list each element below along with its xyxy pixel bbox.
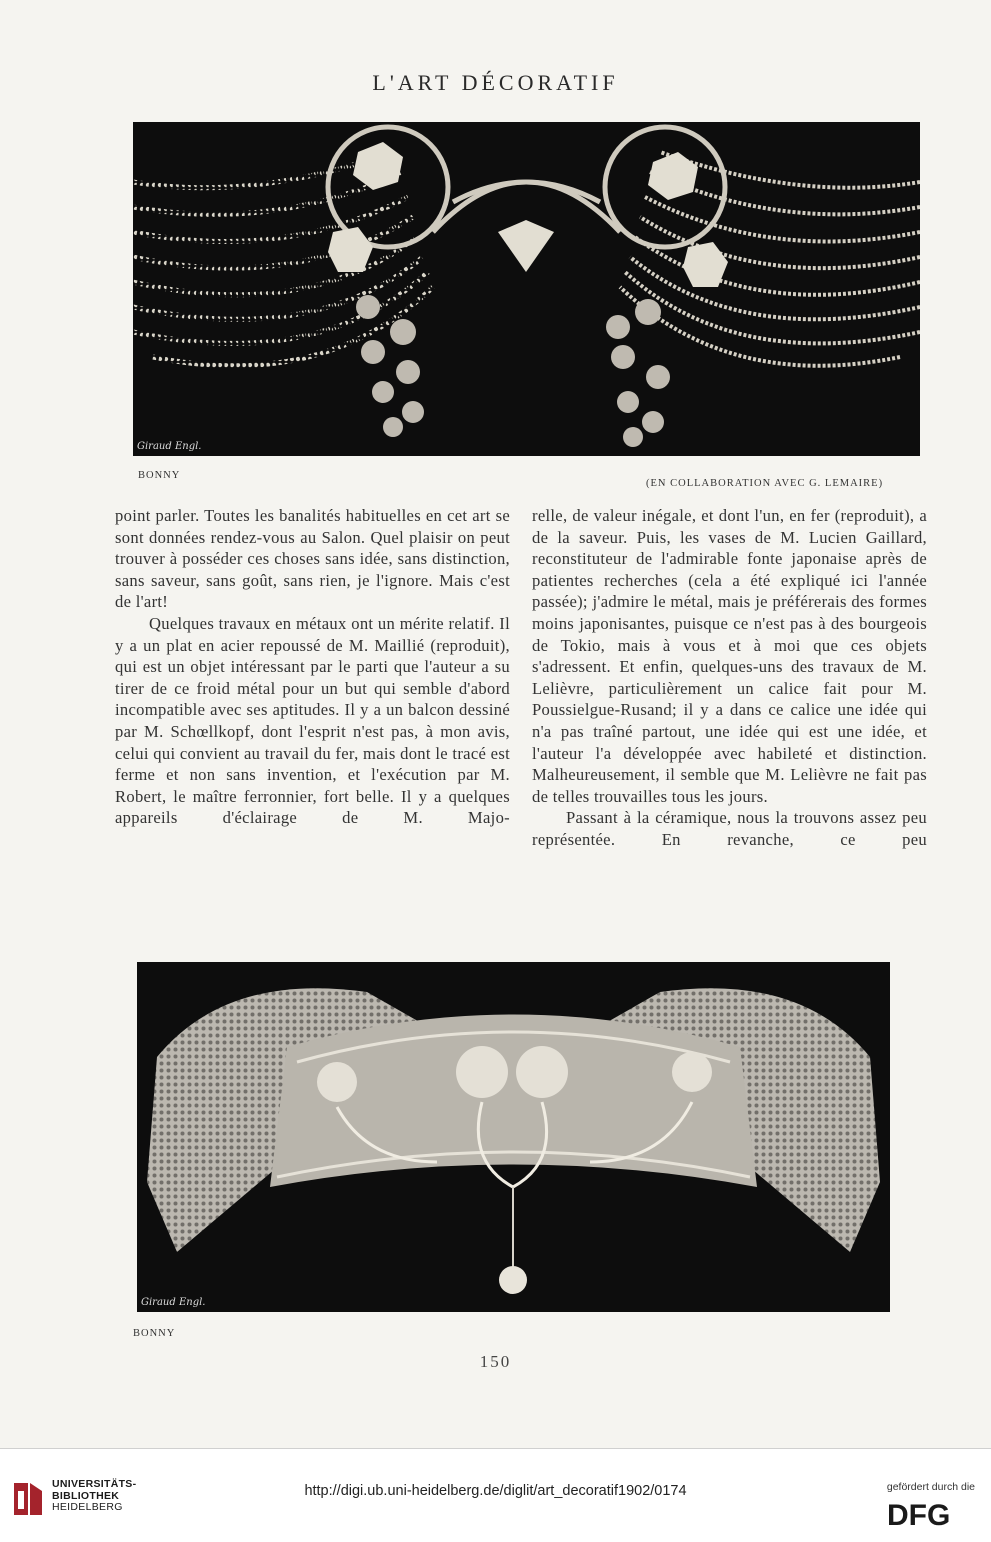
necklace-illustration <box>133 122 920 456</box>
engraver-signature: Giraud Engl. <box>137 441 202 452</box>
permalink-url[interactable]: http://digi.ub.uni-heidelberg.de/diglit/art_decoratif1902/0174 <box>304 1483 687 1499</box>
paragraph: Passant à la céramique, nous la trouvons assez peu représentée. En revanche, ce peu <box>532 808 927 849</box>
paragraph: Quelques travaux en métaux ont un mérite relatif. Il y a un plat en acier repoussé de M. Maillié (reproduit), qui est un objet intéressant par le parti que l'auteur a su tirer de ce froid métal pour un but qui semble d'abord incompatible avec ses aptitudes. Il y a un balcon dessiné par M. Schœllkopf, dont l'esprit n'est pas, à mon avis, celui qui convient au travail du fer, mais dont le tracé est ferme et non sans invention, et l'exécution par M. Robert, le maître ferronnier, fort belle. Il y a quelques appareils d'éclairage de M. Majo- <box>115 613 510 828</box>
text-column-right <box>532 505 927 851</box>
figure-caption-artist: BONNY <box>133 1328 176 1339</box>
library-name-line: HEIDELBERG <box>52 1501 123 1513</box>
dfg-logo-icon <box>887 1499 977 1529</box>
funded-by-label: gefördert durch die <box>886 1481 975 1493</box>
page-number: 150 <box>479 1352 512 1371</box>
paragraph: relle, de valeur inégale, et dont l'un, en fer (reproduit), a de la saveur. Puis, les vases de M. Lucien Gaillard, reconstituteur de l'admirable fonte japonaise après de patientes recherches (cela a été expliqué ici l'année passée); j'admire le métal, mais je préférerais des formes moins japonisantes, puisque ce n'est pas à des bourgeois de Tokio, mais à vous et à moi que ces objets s'adressent. Et enfin, quelques-uns des travaux de M. Lelièvre, particulièrement un calice fait pour M. Poussielgue-Rusand; il y a dans ce calice une idée qui n'a pas traîné partout, une idée qui est une idée, et l'auteur l'a développée avec habileté et distinction. Malheureusement, il semble que M. Lelièvre ne fait pas de telles trouvailles tous les jours. <box>532 506 927 806</box>
engraver-signature: Giraud Engl. <box>141 1297 206 1308</box>
collar-illustration <box>137 962 890 1312</box>
library-name-line: BIBLIOTHEK <box>52 1489 120 1502</box>
figure-caption-collaboration: (EN COLLABORATION AVEC G. LEMAIRE) <box>646 478 884 489</box>
text-column-left <box>115 505 510 829</box>
paragraph: point parler. Toutes les banalités habituelles en cet art se sont données rendez-vous au Salon. Quel plaisir on peut trouver à posséder ces choses sans idée, sans distinction, sans saveur, sans goût, sans rien, je l'ignore. Mais c'est de l'art! <box>115 506 510 612</box>
dfg-logo-text: DFG <box>887 1499 951 1529</box>
running-title: L'ART DÉCORATIF <box>372 70 619 95</box>
figure-caption-artist: BONNY <box>138 470 181 481</box>
necklace-plate-image <box>133 122 920 456</box>
collar-plate-image <box>137 962 890 1312</box>
library-name-line: UNIVERSITÄTS- <box>52 1478 137 1490</box>
digitization-footer <box>0 1448 991 1542</box>
